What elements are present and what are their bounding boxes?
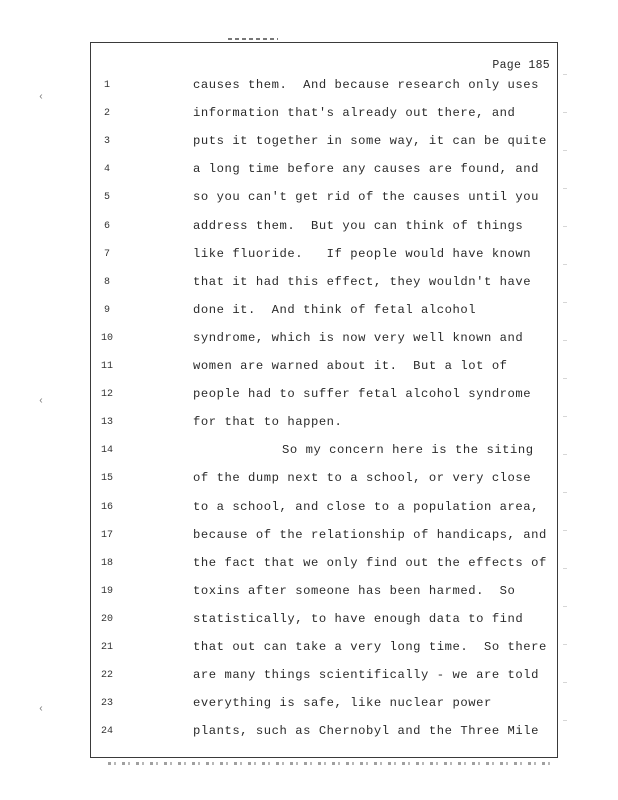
transcript-line [0, 329, 618, 349]
line-text: are many things scientifically - we are told [193, 668, 540, 683]
transcript-line [0, 104, 618, 124]
line-number: 17 [100, 529, 113, 541]
transcript-line [0, 554, 618, 574]
line-number: 1 [103, 80, 110, 91]
scan-artifact-top [228, 38, 278, 40]
transcript-line [0, 610, 618, 630]
line-text: syndrome, which is now very well known and [193, 330, 524, 345]
transcript-line [0, 188, 618, 208]
line-text: that out can take a very long time. So there [193, 640, 547, 654]
line-text: so you can't get rid of the causes until you [193, 190, 540, 205]
transcript-line [0, 217, 618, 237]
line-number: 15 [100, 473, 113, 485]
line-number: 5 [103, 192, 110, 204]
line-text: plants, such as Chernobyl and the Three Mile [193, 724, 540, 739]
line-number: 18 [100, 557, 113, 569]
line-number: 6 [103, 220, 110, 232]
line-number: 2 [103, 108, 110, 120]
transcript-line [0, 469, 618, 489]
line-text: because of the relationship of handicaps, and [193, 527, 547, 542]
line-number: 10 [100, 332, 113, 344]
line-text: like fluoride. If people would have known [193, 246, 532, 261]
transcript-line [0, 357, 618, 377]
line-text: statistically, to have enough data to find [193, 611, 524, 626]
line-number: 14 [100, 445, 113, 457]
transcript-line [0, 76, 618, 96]
line-number: 19 [100, 585, 113, 597]
line-text: a long time before any causes are found, and [193, 162, 540, 177]
line-text: people had to suffer fetal alcohol syndrome [193, 387, 532, 402]
transcript-line [0, 245, 618, 265]
line-number: 21 [100, 642, 113, 653]
binder-hole-mark: ‹ [38, 704, 45, 715]
transcript-line [0, 666, 618, 686]
line-number: 20 [100, 613, 113, 625]
transcript-line [0, 526, 618, 546]
line-number: 9 [103, 304, 110, 316]
line-text: So my concern here is the siting [282, 443, 534, 458]
transcript-line [0, 694, 618, 714]
transcript-line [0, 273, 618, 293]
transcript-line [0, 160, 618, 180]
line-text: everything is safe, like nuclear power [193, 696, 492, 711]
transcript-line [0, 722, 618, 742]
transcript-line [0, 638, 618, 658]
transcript-line [0, 582, 618, 602]
line-number: 3 [103, 136, 110, 148]
line-text: address them. But you can think of things [193, 218, 524, 233]
line-text: puts it together in some way, it can be quite [193, 134, 547, 149]
line-number: 16 [100, 501, 113, 513]
line-number: 24 [100, 726, 113, 738]
line-number: 8 [103, 276, 110, 288]
line-number: 22 [100, 670, 113, 682]
line-number: 7 [103, 248, 110, 260]
scan-artifact-bottom [108, 762, 556, 765]
transcript-line [0, 498, 618, 518]
line-number: 12 [100, 389, 113, 401]
line-text: to a school, and close to a population area, [193, 499, 540, 514]
line-text: women are warned about it. But a lot of [193, 359, 508, 373]
transcript-line [0, 301, 618, 321]
line-text: of the dump next to a school, or very close [193, 471, 532, 486]
line-number: 23 [100, 698, 113, 710]
transcript-line [0, 132, 618, 152]
line-text: for that to happen. [193, 415, 343, 430]
line-number: 13 [100, 417, 113, 429]
binder-hole-mark: ‹ [38, 92, 45, 103]
line-text: the fact that we only find out the effects of [193, 555, 547, 570]
line-text: done it. And think of fetal alcohol [193, 302, 477, 317]
page-number: Page 185 [492, 59, 550, 72]
line-text: that it had this effect, they wouldn't have [193, 274, 532, 289]
line-text: causes them. And because research only uses [193, 78, 540, 92]
line-number: 11 [100, 361, 113, 372]
binder-hole-mark: ‹ [38, 396, 45, 407]
transcript-line [0, 441, 618, 461]
line-text: information that's already out there, and [193, 106, 516, 121]
transcript-line [0, 385, 618, 405]
transcript-line [0, 413, 618, 433]
line-text: toxins after someone has been harmed. So [193, 583, 516, 598]
line-number: 4 [103, 164, 110, 176]
